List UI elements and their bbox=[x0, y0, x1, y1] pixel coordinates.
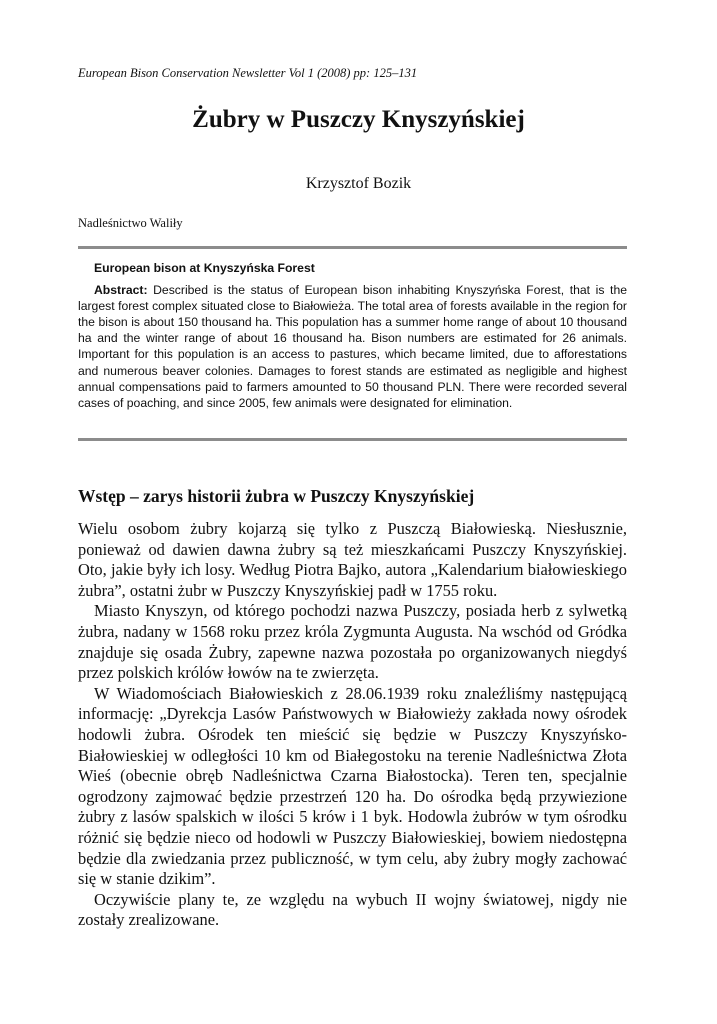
abstract-text: Described is the status of European bison inhabiting Knyszyńska Forest, that is the largest forest complex situated close to Białowieża. The total area of forests available in the region for the bison is about 150 thousand ha. This population has a summer home range of about 10 thousand ha and the winter range of about 16 thousand ha. Bison numbers are estimated for 26 animals. Important for this population is an access to pastures, which became limited, due to afforestations and numerous beaver colonies. Damages to forest stands are estimated as negligible and highest annual compensations paid to farmers amounted to 50 thousand PLN. There were recorded several cases of poaching, and since 2005, few animals were designated for elimination. bbox=[78, 283, 627, 410]
article-title: Żubry w Puszczy Knyszyńskiej bbox=[192, 106, 525, 133]
section-heading: Wstęp – zarys historii żubra w Puszczy Knyszyńskiej bbox=[78, 486, 475, 506]
abstract-heading: European bison at Knyszyńska Forest bbox=[94, 261, 315, 275]
article-author: Krzysztof Bozik bbox=[305, 175, 412, 192]
body-paragraph: Wielu osobom żubry kojarzą się tylko z Puszczą Białowieską. Niesłusznie, ponieważ od dawien dawna żubry są też mieszkańcami Puszczy Knyszyńskiej. Oto, jakie były ich losy. Według Piotra Bajko, autora „Kalendarium białowieskiego żubra”, ostatni żubr w Puszczy Knyszyńskiej padł w 1755 roku. bbox=[78, 519, 627, 600]
body-paragraph: Miasto Knyszyn, od którego pochodzi nazwa Puszczy, posiada herb z sylwetką żubra, nadany w 1568 roku przez króla Zygmunta Augusta. Na wschód od Gródka znajduje się osada Żubry, zapewne nazwa pozostała po organizowanych niegdyś przez polskich królów łowów na te zwierzęta. bbox=[78, 601, 627, 683]
abstract-box bbox=[78, 257, 627, 411]
body-paragraph: W Wiadomościach Białowieskich z 28.06.1939 roku znaleźliśmy następującą informację: „Dyrekcja Lasów Państwowych w Białowieży zakłada nowy ośrodek hodowli żubra. Ośrodek ten mieścić się będzie w Puszczy Knyszyńsko-Białowieskiej w odległości 10 km od Białegostoku na terenie Nadleśnictwa Złota Wieś (obecnie obręb Nadleśnictwa Czarna Białostocka). Teren ten, specjalnie ogrodzony zajmować będzie przestrzeń 120 ha. Do ośrodka będą przywiezione żubry z lasów spalskich w ilości 5 krów i 1 byk. Hodowla żubrów w tym ośrodku różnić się będzie nieco od hodowli w Puszczy Białowieskiej, bowiem niedostępna będzie dla zwiedzania przez publiczność, w tym celu, aby żubry mogły zachować się w stanie dzikim”. bbox=[78, 683, 627, 889]
abstract-paragraph bbox=[78, 282, 627, 411]
abstract-label: Abstract: bbox=[94, 283, 148, 298]
abstract-top-rule bbox=[78, 246, 627, 249]
journal-citation: European Bison Conservation Newsletter Vol 1 (2008) pp: 125–131 bbox=[78, 66, 418, 80]
author-affiliation: Nadleśnictwo Waliły bbox=[78, 216, 183, 230]
section-body bbox=[78, 519, 627, 931]
body-paragraph: Oczywiście plany te, ze względu na wybuch II wojny światowej, nigdy nie zostały zrealizowane. bbox=[78, 889, 627, 930]
abstract-bottom-rule bbox=[78, 438, 627, 441]
